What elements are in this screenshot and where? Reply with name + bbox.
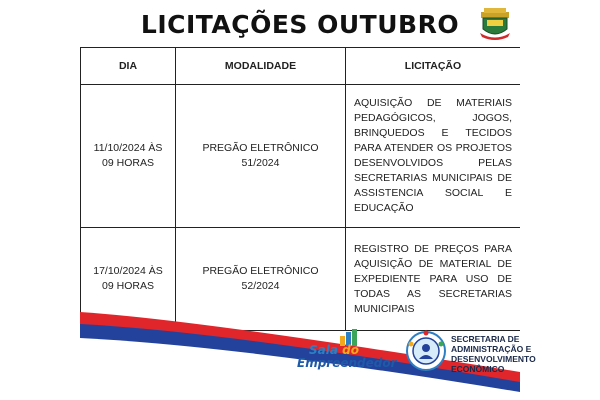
sala-word-3: Empreendedor xyxy=(297,356,397,370)
modalidade-number: 52/2024 xyxy=(241,280,280,292)
modalidade-type: PREGÃO ELETRÔNICO xyxy=(202,265,319,277)
secretaria-line: ECONÔMICO xyxy=(451,364,505,374)
licitacoes-table xyxy=(80,47,520,331)
sala-word-2: do xyxy=(342,343,359,357)
sala-empreendedor-logo xyxy=(297,344,397,370)
cell-licitacao: AQUISIÇÃO DE MATERIAIS PEDAGÓGICOS, JOGOS, BRINQUEDOS E TECIDOS PARA ATENDER OS PROJETOS DESENVOLVIDOS PELAS SECRETARIAS MUNICIPAIS DE ASSISTENCIA SOCIAL E EDUCAÇÃO xyxy=(346,85,521,228)
header-dia: DIA xyxy=(81,48,176,85)
header-modalidade: MODALIDADE xyxy=(176,48,346,85)
table-row xyxy=(81,85,521,228)
dia-date: 11/10/2024 ÀS xyxy=(93,142,163,154)
dia-date: 17/10/2024 ÀS xyxy=(93,265,163,277)
secretaria-line: ADMINISTRAÇÃO E xyxy=(451,344,532,354)
municipal-crest-icon xyxy=(478,5,512,41)
secretaria-line: DESENVOLVIMENTO xyxy=(451,354,536,364)
cell-modalidade xyxy=(176,85,346,228)
table-header-row xyxy=(81,48,521,85)
secretaria-line: SECRETARIA DE xyxy=(451,334,520,344)
secretaria-label xyxy=(451,334,581,374)
sala-word-1: Sala xyxy=(309,343,338,357)
modalidade-number: 51/2024 xyxy=(241,157,280,169)
dia-time: 09 HORAS xyxy=(102,157,154,169)
cell-licitacao: REGISTRO DE PREÇOS PARA AQUISIÇÃO DE MATERIAL DE EXPEDIENTE PARA USO DE TODAS AS SECRETARIAS MUNICIPAIS xyxy=(346,228,521,331)
secretaria-emblem-icon xyxy=(405,330,447,372)
modalidade-type: PREGÃO ELETRÔNICO xyxy=(202,142,319,154)
page-title: LICITAÇÕES OUTUBRO xyxy=(140,10,460,39)
dia-time: 09 HORAS xyxy=(102,280,154,292)
header-licitacao: LICITAÇÃO xyxy=(346,48,521,85)
cell-dia xyxy=(81,85,176,228)
